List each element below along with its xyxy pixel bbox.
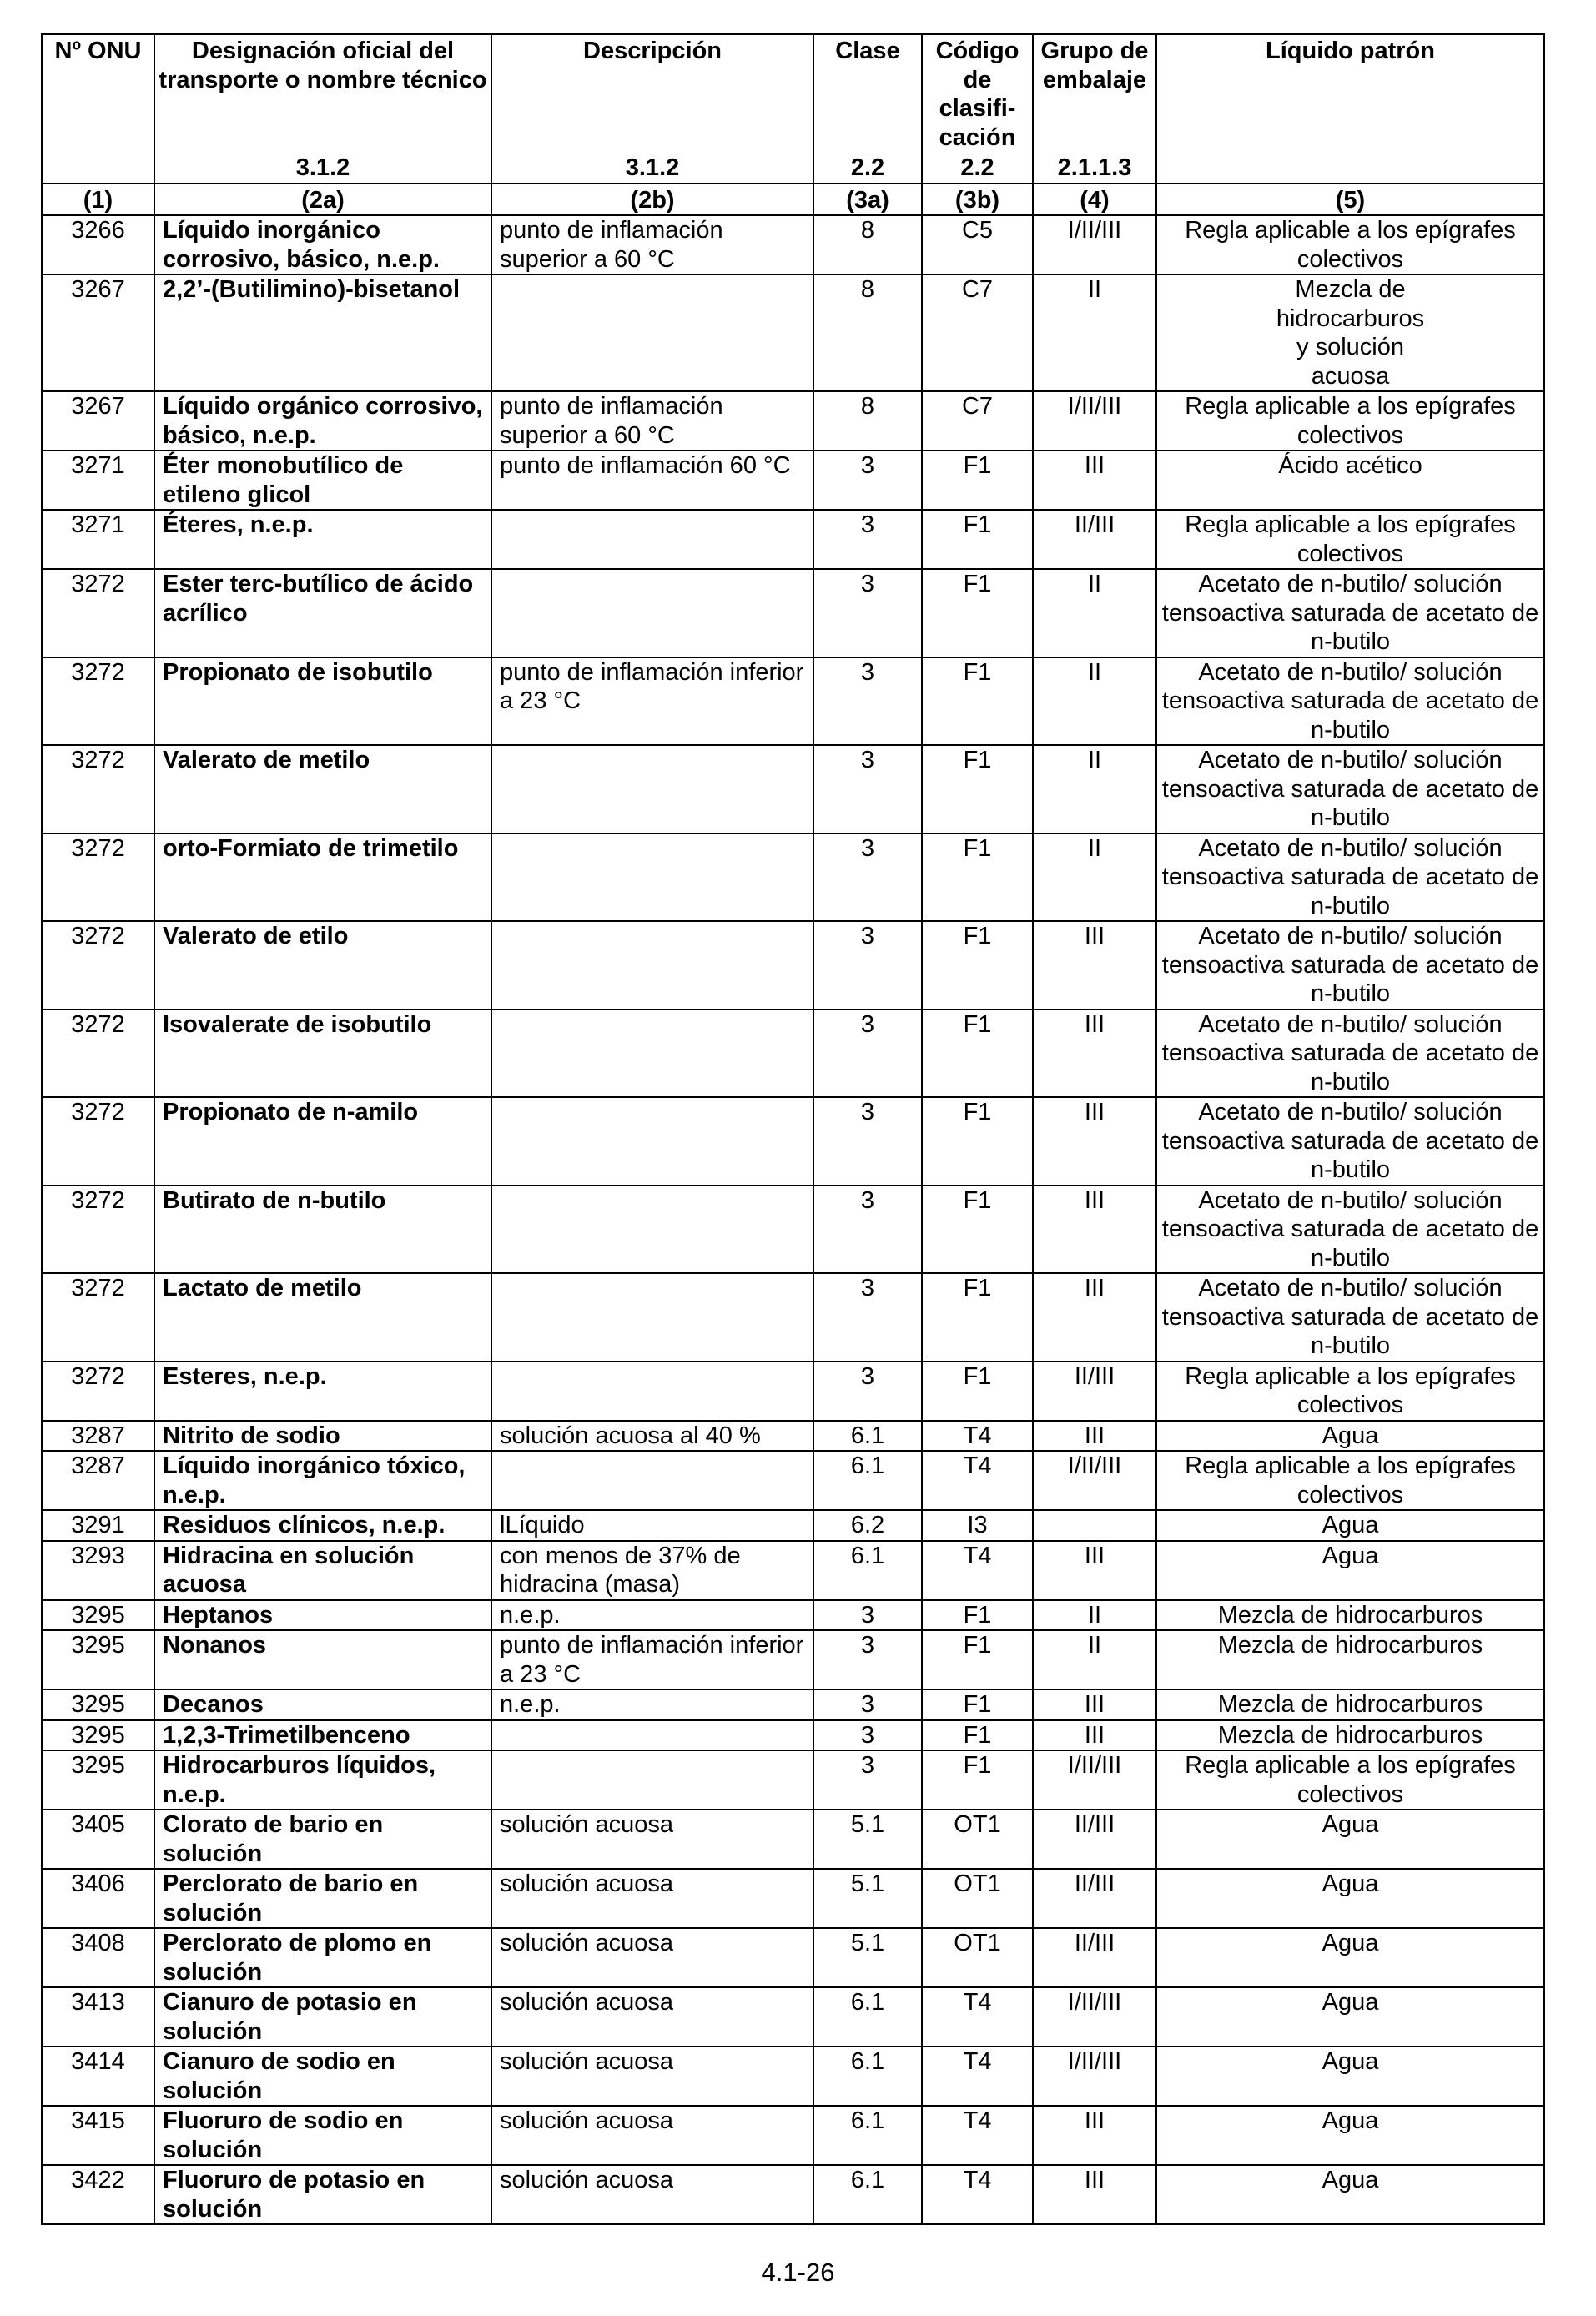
cell-official-name: Propionato de n-amilo: [154, 1097, 491, 1186]
header-ref-cell: (3b): [922, 184, 1033, 216]
cell-description: [491, 1750, 813, 1810]
cell-description: [491, 1362, 813, 1421]
header-official-name: Designación oficial del transporte o nombre técnico: [154, 34, 491, 152]
table-row: [42, 1273, 1544, 1362]
table-row: [42, 1097, 1544, 1186]
cell-class: 8: [813, 215, 922, 274]
table-row: [42, 1750, 1544, 1810]
cell-classification-code: F1: [922, 1186, 1033, 1274]
cell-description: solución acuosa: [491, 2106, 813, 2165]
table-row: [42, 391, 1544, 451]
cell-packing-group: III: [1033, 2165, 1156, 2224]
cell-standard-liquid: Mezcla de hidrocarburos: [1156, 1720, 1544, 1751]
header-ref-cell: (3a): [813, 184, 922, 216]
cell-packing-group: II/III: [1033, 510, 1156, 569]
cell-packing-group: III: [1033, 1009, 1156, 1098]
cell-official-name: Clorato de bario en solución: [154, 1810, 491, 1869]
cell-standard-liquid: Agua: [1156, 2165, 1544, 2224]
cell-class: 6.1: [813, 2165, 922, 2224]
cell-packing-group: III: [1033, 1421, 1156, 1452]
cell-packing-group: II: [1033, 745, 1156, 833]
cell-description: solución acuosa: [491, 1810, 813, 1869]
cell-classification-code: F1: [922, 1630, 1033, 1689]
cell-class: 3: [813, 510, 922, 569]
cell-class: 5.1: [813, 1810, 922, 1869]
cell-official-name: Cianuro de potasio en solución: [154, 1987, 491, 2047]
cell-description: n.e.p.: [491, 1689, 813, 1720]
header-ref-cell: (1): [42, 184, 154, 216]
cell-un-number: 3413: [42, 1987, 154, 2047]
header-row: [42, 34, 1544, 152]
header-section-row: [42, 152, 1544, 184]
cell-un-number: 3293: [42, 1541, 154, 1600]
cell-classification-code: T4: [922, 1541, 1033, 1600]
cell-class: 5.1: [813, 1869, 922, 1928]
cell-standard-liquid: Agua: [1156, 2047, 1544, 2106]
cell-classification-code: F1: [922, 1362, 1033, 1421]
header-section-cell: 2.1.1.3: [1033, 152, 1156, 184]
cell-classification-code: F1: [922, 921, 1033, 1009]
cell-description: punto de inflamación superior a 60 °C: [491, 215, 813, 274]
cell-un-number: 3271: [42, 510, 154, 569]
cell-classification-code: T4: [922, 2165, 1033, 2224]
cell-class: 3: [813, 1097, 922, 1186]
table-row: [42, 1928, 1544, 1987]
header-section-cell: 3.1.2: [154, 152, 491, 184]
cell-un-number: 3406: [42, 1869, 154, 1928]
cell-description: solución acuosa: [491, 1869, 813, 1928]
cell-standard-liquid: Regla aplicable a los epígrafes colectivos: [1156, 1362, 1544, 1421]
cell-classification-code: F1: [922, 657, 1033, 746]
cell-standard-liquid: Agua: [1156, 1810, 1544, 1869]
cell-un-number: 3271: [42, 451, 154, 510]
header-ref-cell: (2a): [154, 184, 491, 216]
cell-standard-liquid: Mezcla de hidrocarburos: [1156, 1600, 1544, 1631]
table-row: [42, 451, 1544, 510]
cell-description: [491, 1720, 813, 1751]
cell-description: [491, 569, 813, 657]
cell-class: 3: [813, 745, 922, 833]
cell-official-name: Decanos: [154, 1689, 491, 1720]
cell-un-number: 3272: [42, 921, 154, 1009]
cell-packing-group: I/II/III: [1033, 1987, 1156, 2047]
cell-standard-liquid: Mezcla de hidrocarburos y solución acuosa: [1156, 274, 1544, 391]
cell-classification-code: OT1: [922, 1810, 1033, 1869]
cell-description: [491, 745, 813, 833]
cell-class: 6.1: [813, 2106, 922, 2165]
cell-packing-group: [1033, 1510, 1156, 1541]
cell-official-name: Líquido inorgánico corrosivo, básico, n.e.p.: [154, 215, 491, 274]
page-number: 4.1-26: [761, 2258, 835, 2287]
cell-packing-group: III: [1033, 1720, 1156, 1751]
cell-description: solución acuosa al 40 %: [491, 1421, 813, 1452]
cell-standard-liquid: Regla aplicable a los epígrafes colectivos: [1156, 510, 1544, 569]
cell-un-number: 3295: [42, 1720, 154, 1751]
cell-official-name: Líquido inorgánico tóxico, n.e.p.: [154, 1451, 491, 1510]
cell-description: solución acuosa: [491, 2047, 813, 2106]
cell-description: lLíquido: [491, 1510, 813, 1541]
cell-standard-liquid: Regla aplicable a los epígrafes colectivos: [1156, 215, 1544, 274]
header-ref-row: [42, 184, 1544, 216]
cell-un-number: 3414: [42, 2047, 154, 2106]
table-row: [42, 1689, 1544, 1720]
cell-un-number: 3267: [42, 391, 154, 451]
cell-classification-code: F1: [922, 569, 1033, 657]
table-row: [42, 1510, 1544, 1541]
cell-description: solución acuosa: [491, 1928, 813, 1987]
cell-classification-code: I3: [922, 1510, 1033, 1541]
cell-official-name: Propionato de isobutilo: [154, 657, 491, 746]
cell-un-number: 3272: [42, 1186, 154, 1274]
cell-description: con menos de 37% de hidracina (masa): [491, 1541, 813, 1600]
cell-standard-liquid: Acetato de n-butilo/ solución tensoactiva saturada de acetato de n-butilo: [1156, 657, 1544, 746]
cell-official-name: Éteres, n.e.p.: [154, 510, 491, 569]
cell-official-name: Hidracina en solución acuosa: [154, 1541, 491, 1600]
cell-class: 3: [813, 921, 922, 1009]
cell-description: punto de inflamación superior a 60 °C: [491, 391, 813, 451]
cell-un-number: 3272: [42, 1273, 154, 1362]
cell-packing-group: III: [1033, 1186, 1156, 1274]
cell-un-number: 3266: [42, 215, 154, 274]
cell-standard-liquid: Mezcla de hidrocarburos: [1156, 1689, 1544, 1720]
cell-un-number: 3408: [42, 1928, 154, 1987]
cell-description: punto de inflamación 60 °C: [491, 451, 813, 510]
cell-official-name: Lactato de metilo: [154, 1273, 491, 1362]
cell-classification-code: OT1: [922, 1928, 1033, 1987]
cell-class: 3: [813, 451, 922, 510]
cell-class: 3: [813, 1009, 922, 1098]
cell-official-name: Fluoruro de sodio en solución: [154, 2106, 491, 2165]
cell-class: 6.1: [813, 1541, 922, 1600]
table-row: [42, 215, 1544, 274]
cell-packing-group: II: [1033, 1630, 1156, 1689]
header-ref-cell: (5): [1156, 184, 1544, 216]
cell-packing-group: III: [1033, 1541, 1156, 1600]
cell-packing-group: III: [1033, 1097, 1156, 1186]
cell-description: punto de inflamación inferior a 23 °C: [491, 657, 813, 746]
header-section-cell: [1156, 152, 1544, 184]
cell-packing-group: II: [1033, 569, 1156, 657]
cell-packing-group: I/II/III: [1033, 1451, 1156, 1510]
cell-description: [491, 921, 813, 1009]
cell-un-number: 3295: [42, 1600, 154, 1631]
cell-standard-liquid: Acetato de n-butilo/ solución tensoactiva saturada de acetato de n-butilo: [1156, 1273, 1544, 1362]
cell-class: 5.1: [813, 1928, 922, 1987]
cell-standard-liquid: Regla aplicable a los epígrafes colectivos: [1156, 1750, 1544, 1810]
cell-class: 3: [813, 657, 922, 746]
cell-packing-group: II/III: [1033, 1928, 1156, 1987]
table-row: [42, 1720, 1544, 1751]
cell-official-name: Nonanos: [154, 1630, 491, 1689]
cell-official-name: orto-Formiato de trimetilo: [154, 833, 491, 922]
cell-classification-code: F1: [922, 1600, 1033, 1631]
cell-classification-code: F1: [922, 1689, 1033, 1720]
cell-classification-code: F1: [922, 1720, 1033, 1751]
cell-un-number: 3415: [42, 2106, 154, 2165]
table-row: [42, 1987, 1544, 2047]
cell-packing-group: I/II/III: [1033, 2047, 1156, 2106]
cell-standard-liquid: Regla aplicable a los epígrafes colectivos: [1156, 1451, 1544, 1510]
cell-class: 3: [813, 1750, 922, 1810]
cell-un-number: 3295: [42, 1630, 154, 1689]
cell-un-number: 3272: [42, 569, 154, 657]
cell-packing-group: II: [1033, 833, 1156, 922]
cell-official-name: Valerato de etilo: [154, 921, 491, 1009]
cell-classification-code: T4: [922, 2047, 1033, 2106]
table-row: [42, 1869, 1544, 1928]
cell-classification-code: F1: [922, 510, 1033, 569]
cell-un-number: 3272: [42, 833, 154, 922]
cell-description: punto de inflamación inferior a 23 °C: [491, 1630, 813, 1689]
cell-un-number: 3287: [42, 1451, 154, 1510]
cell-classification-code: F1: [922, 451, 1033, 510]
cell-packing-group: III: [1033, 1689, 1156, 1720]
cell-classification-code: C5: [922, 215, 1033, 274]
cell-un-number: 3272: [42, 1009, 154, 1098]
cell-un-number: 3405: [42, 1810, 154, 1869]
table-row: [42, 274, 1544, 391]
cell-standard-liquid: Agua: [1156, 1869, 1544, 1928]
cell-official-name: Esteres, n.e.p.: [154, 1362, 491, 1421]
cell-standard-liquid: Regla aplicable a los epígrafes colectivos: [1156, 391, 1544, 451]
cell-packing-group: II/III: [1033, 1869, 1156, 1928]
cell-packing-group: II: [1033, 657, 1156, 746]
cell-classification-code: T4: [922, 1451, 1033, 1510]
table-row: [42, 657, 1544, 746]
cell-standard-liquid: Acetato de n-butilo/ solución tensoactiva saturada de acetato de n-butilo: [1156, 745, 1544, 833]
cell-standard-liquid: Agua: [1156, 1928, 1544, 1987]
cell-packing-group: II: [1033, 1600, 1156, 1631]
cell-class: 6.1: [813, 1451, 922, 1510]
cell-class: 3: [813, 569, 922, 657]
cell-official-name: Heptanos: [154, 1600, 491, 1631]
table-row: [42, 1541, 1544, 1600]
cell-classification-code: F1: [922, 1097, 1033, 1186]
cell-class: 3: [813, 1273, 922, 1362]
cell-official-name: Perclorato de plomo en solución: [154, 1928, 491, 1987]
cell-un-number: 3272: [42, 1097, 154, 1186]
cell-packing-group: III: [1033, 921, 1156, 1009]
header-class: Clase: [813, 34, 922, 152]
table-row: [42, 1810, 1544, 1869]
cell-standard-liquid: Ácido acético: [1156, 451, 1544, 510]
cell-description: solución acuosa: [491, 1987, 813, 2047]
cell-description: [491, 1097, 813, 1186]
standard-liquids-table: [41, 33, 1545, 2225]
cell-description: [491, 1273, 813, 1362]
table-row: [42, 1600, 1544, 1631]
cell-standard-liquid: Mezcla de hidrocarburos: [1156, 1630, 1544, 1689]
cell-official-name: Perclorato de bario en solución: [154, 1869, 491, 1928]
cell-standard-liquid: Agua: [1156, 1510, 1544, 1541]
cell-un-number: 3272: [42, 1362, 154, 1421]
cell-un-number: 3272: [42, 657, 154, 746]
cell-official-name: Hidrocarburos líquidos, n.e.p.: [154, 1750, 491, 1810]
cell-classification-code: T4: [922, 1987, 1033, 2047]
cell-official-name: Valerato de metilo: [154, 745, 491, 833]
cell-description: solución acuosa: [491, 2165, 813, 2224]
header-section-cell: 3.1.2: [491, 152, 813, 184]
cell-official-name: Fluoruro de potasio en solución: [154, 2165, 491, 2224]
cell-un-number: 3287: [42, 1421, 154, 1452]
header-classification-code: Código de clasifi- cación: [922, 34, 1033, 152]
cell-standard-liquid: Acetato de n-butilo/ solución tensoactiva saturada de acetato de n-butilo: [1156, 1186, 1544, 1274]
table-row: [42, 833, 1544, 922]
cell-un-number: 3291: [42, 1510, 154, 1541]
table-row: [42, 1362, 1544, 1421]
table-row: [42, 921, 1544, 1009]
header-section-cell: 2.2: [922, 152, 1033, 184]
cell-standard-liquid: Acetato de n-butilo/ solución tensoactiva saturada de acetato de n-butilo: [1156, 569, 1544, 657]
table-row: [42, 510, 1544, 569]
cell-classification-code: C7: [922, 391, 1033, 451]
cell-class: 3: [813, 1720, 922, 1751]
header-section-cell: 2.2: [813, 152, 922, 184]
cell-packing-group: I/II/III: [1033, 391, 1156, 451]
cell-official-name: 1,2,3-Trimetilbenceno: [154, 1720, 491, 1751]
cell-official-name: Nitrito de sodio: [154, 1421, 491, 1452]
header-ref-cell: (4): [1033, 184, 1156, 216]
cell-class: 3: [813, 1362, 922, 1421]
cell-un-number: 3267: [42, 274, 154, 391]
header-standard-liquid: Líquido patrón: [1156, 34, 1544, 152]
cell-un-number: 3295: [42, 1689, 154, 1720]
cell-packing-group: I/II/III: [1033, 1750, 1156, 1810]
cell-packing-group: III: [1033, 451, 1156, 510]
header-packing-group: Grupo de embalaje: [1033, 34, 1156, 152]
table-row: [42, 1630, 1544, 1689]
cell-official-name: Líquido orgánico corrosivo, básico, n.e.p.: [154, 391, 491, 451]
header-ref-cell: (2b): [491, 184, 813, 216]
cell-classification-code: F1: [922, 1009, 1033, 1098]
table-row: [42, 2047, 1544, 2106]
cell-standard-liquid: Agua: [1156, 1987, 1544, 2047]
table-row: [42, 1451, 1544, 1510]
cell-standard-liquid: Acetato de n-butilo/ solución tensoactiva saturada de acetato de n-butilo: [1156, 1097, 1544, 1186]
table-row: [42, 2106, 1544, 2165]
cell-class: 3: [813, 1630, 922, 1689]
cell-packing-group: II/III: [1033, 1362, 1156, 1421]
cell-classification-code: F1: [922, 833, 1033, 922]
cell-official-name: Cianuro de sodio en solución: [154, 2047, 491, 2106]
cell-class: 6.1: [813, 1421, 922, 1452]
table-body: [42, 215, 1544, 2224]
cell-standard-liquid: Agua: [1156, 1541, 1544, 1600]
cell-official-name: 2,2’-(Butilimino)-bisetanol: [154, 274, 491, 391]
table-row: [42, 569, 1544, 657]
cell-un-number: 3295: [42, 1750, 154, 1810]
cell-classification-code: F1: [922, 745, 1033, 833]
cell-description: [491, 833, 813, 922]
cell-class: 8: [813, 274, 922, 391]
cell-standard-liquid: Acetato de n-butilo/ solución tensoactiva saturada de acetato de n-butilo: [1156, 1009, 1544, 1098]
table-row: [42, 2165, 1544, 2224]
cell-packing-group: II: [1033, 274, 1156, 391]
cell-description: [491, 1009, 813, 1098]
cell-un-number: 3422: [42, 2165, 154, 2224]
cell-un-number: 3272: [42, 745, 154, 833]
cell-packing-group: III: [1033, 1273, 1156, 1362]
cell-official-name: Éter monobutílico de etileno glicol: [154, 451, 491, 510]
cell-official-name: Butirato de n-butilo: [154, 1186, 491, 1274]
cell-class: 3: [813, 1186, 922, 1274]
cell-official-name: Ester terc-butílico de ácido acrílico: [154, 569, 491, 657]
cell-class: 6.1: [813, 1987, 922, 2047]
cell-class: 8: [813, 391, 922, 451]
table-row: [42, 1009, 1544, 1098]
cell-standard-liquid: Agua: [1156, 2106, 1544, 2165]
cell-description: [491, 1451, 813, 1510]
cell-description: [491, 1186, 813, 1274]
cell-class: 6.2: [813, 1510, 922, 1541]
table-row: [42, 1421, 1544, 1452]
cell-description: n.e.p.: [491, 1600, 813, 1631]
header-section-cell: [42, 152, 154, 184]
cell-classification-code: T4: [922, 1421, 1033, 1452]
cell-packing-group: III: [1033, 2106, 1156, 2165]
header-description: Descripción: [491, 34, 813, 152]
table-header: [42, 34, 1544, 215]
cell-classification-code: OT1: [922, 1869, 1033, 1928]
cell-class: 3: [813, 1689, 922, 1720]
cell-standard-liquid: Acetato de n-butilo/ solución tensoactiva saturada de acetato de n-butilo: [1156, 833, 1544, 922]
cell-class: 3: [813, 833, 922, 922]
cell-classification-code: C7: [922, 274, 1033, 391]
cell-packing-group: I/II/III: [1033, 215, 1156, 274]
cell-description: [491, 510, 813, 569]
table-row: [42, 1186, 1544, 1274]
cell-class: 3: [813, 1600, 922, 1631]
cell-standard-liquid: Acetato de n-butilo/ solución tensoactiva saturada de acetato de n-butilo: [1156, 921, 1544, 1009]
cell-official-name: Residuos clínicos, n.e.p.: [154, 1510, 491, 1541]
cell-classification-code: F1: [922, 1273, 1033, 1362]
cell-description: [491, 274, 813, 391]
cell-standard-liquid: Agua: [1156, 1421, 1544, 1452]
cell-classification-code: F1: [922, 1750, 1033, 1810]
cell-class: 6.1: [813, 2047, 922, 2106]
liquid-table-container: [41, 33, 1543, 2225]
header-un-number: Nº ONU: [42, 34, 154, 152]
cell-classification-code: T4: [922, 2106, 1033, 2165]
cell-packing-group: II/III: [1033, 1810, 1156, 1869]
cell-official-name: Isovalerate de isobutilo: [154, 1009, 491, 1098]
table-row: [42, 745, 1544, 833]
